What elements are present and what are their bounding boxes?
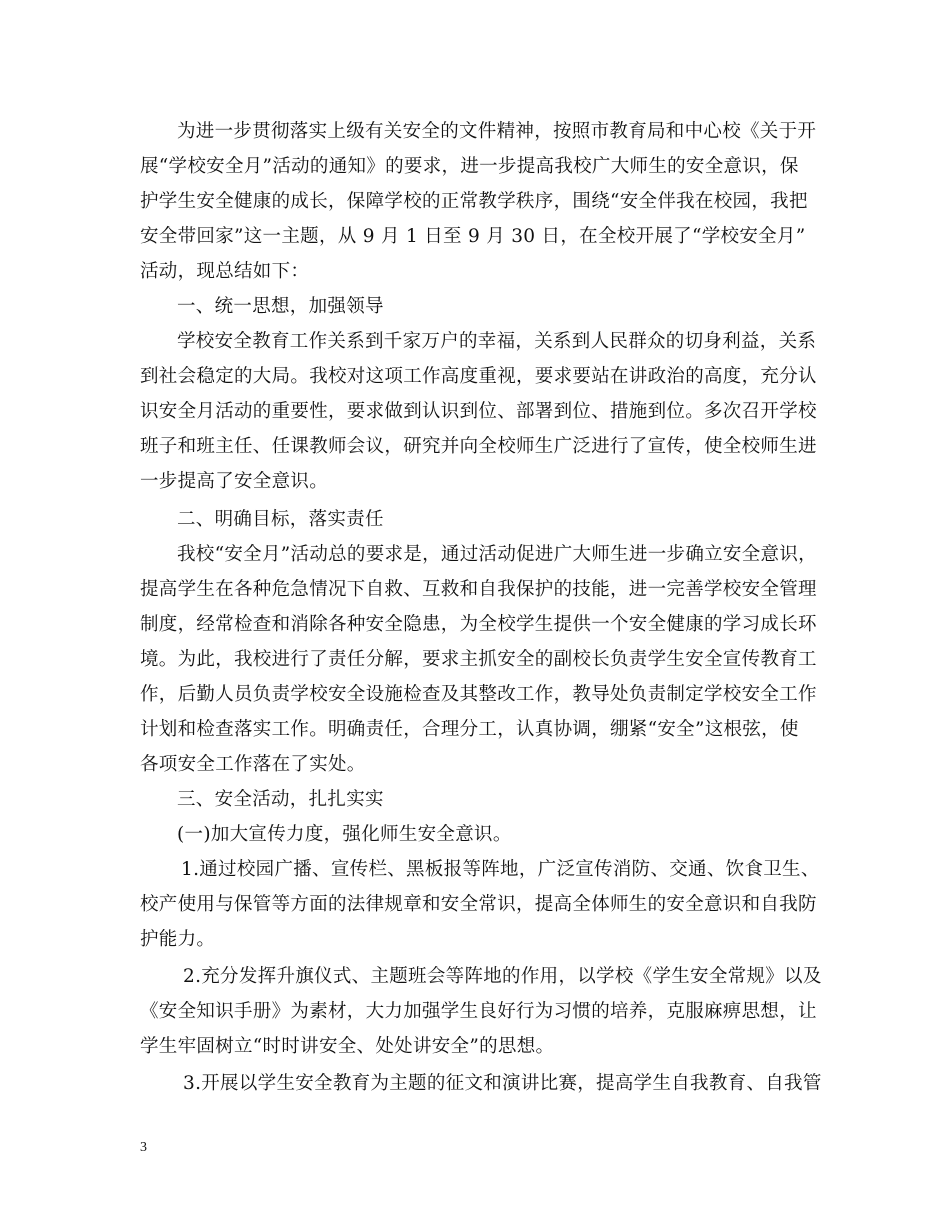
text-line: 境。为此，我校进行了责任分解，要求主抓安全的副校长负责学生安全宣传教育工 bbox=[140, 649, 817, 670]
text-line: 安全带回家”这一主题，从 9 月 1 日至 9 月 30 日，在全校开展了“学校安全月” bbox=[140, 226, 806, 247]
text-line: 活动，现总结如下： bbox=[140, 261, 310, 282]
text-line: 学校安全教育工作关系到千家万户的幸福，关系到人民群众的切身利益，关系 bbox=[177, 331, 817, 352]
page-number: 3 bbox=[140, 1140, 147, 1155]
text-line: 识安全月活动的重要性，要求做到认识到位、部署到位、措施到位。多次召开学校 bbox=[140, 401, 817, 422]
text-line: 作，后勤人员负责学校安全设施检查及其整改工作，教导处负责制定学校安全工作 bbox=[140, 684, 817, 705]
section-heading: 一、统一思想，加强领导 bbox=[177, 296, 384, 317]
text-line: 计划和检查落实工作。明确责任，合理分工，认真协调，绷紧“安全”这根弦，使 bbox=[140, 719, 799, 740]
text-line: 2.充分发挥升旗仪式、主题班会等阵地的作用，以学校《学生安全常规》以及 bbox=[183, 966, 822, 987]
text-line: 护能力。 bbox=[140, 929, 216, 950]
text-line: 校产使用与保管等方面的法律规章和安全常识，提高全体师生的安全意识和自我防 bbox=[140, 894, 817, 915]
subsection-heading: (一)加大宣传力度，强化师生安全意识。 bbox=[177, 824, 512, 845]
text-line: 班子和班主任、任课教师会议，研究并向全校师生广泛进行了宣传，使全校师生进 bbox=[140, 436, 817, 457]
text-line: 学生牢固树立“时时讲安全、处处讲安全”的思想。 bbox=[140, 1036, 555, 1057]
text-line: 各项安全工作落在了实处。 bbox=[140, 754, 366, 775]
text-line: 1.通过校园广播、宣传栏、黑板报等阵地，广泛宣传消防、交通、饮食卫生、 bbox=[181, 859, 820, 880]
text-line: 制度，经常检查和消除各种安全隐患，为全校学生提供一个安全健康的学习成长环 bbox=[140, 614, 817, 635]
section-heading: 二、明确目标，落实责任 bbox=[177, 509, 384, 530]
text-line: 为进一步贯彻落实上级有关安全的文件精神，按照市教育局和中心校《关于开 bbox=[177, 121, 817, 142]
text-line: 护学生安全健康的成长，保障学校的正常教学秩序，围绕“安全伴我在校园，我把 bbox=[140, 191, 808, 212]
text-line: 我校“安全月”活动总的要求是，通过活动促进广大师生进一步确立安全意识， bbox=[177, 544, 817, 565]
text-line: 3.开展以学生安全教育为主题的征文和演讲比赛，提高学生自我教育、自我管 bbox=[183, 1073, 822, 1094]
text-line: 展“学校安全月”活动的通知》的要求，进一步提高我校广大师生的安全意识，保 bbox=[140, 156, 799, 177]
section-heading: 三、安全活动，扎扎实实 bbox=[177, 789, 384, 810]
text-line: 提高学生在各种危急情况下自救、互救和自我保护的技能，进一完善学校安全管理 bbox=[140, 579, 817, 600]
text-line: 一步提高了安全意识。 bbox=[140, 471, 329, 492]
text-line: 到社会稳定的大局。我校对这项工作高度重视，要求要站在讲政治的高度，充分认 bbox=[140, 366, 817, 387]
text-line: 《安全知识手册》为素材，大力加强学生良好行为习惯的培养，克服麻痹思想，让 bbox=[140, 1001, 817, 1022]
